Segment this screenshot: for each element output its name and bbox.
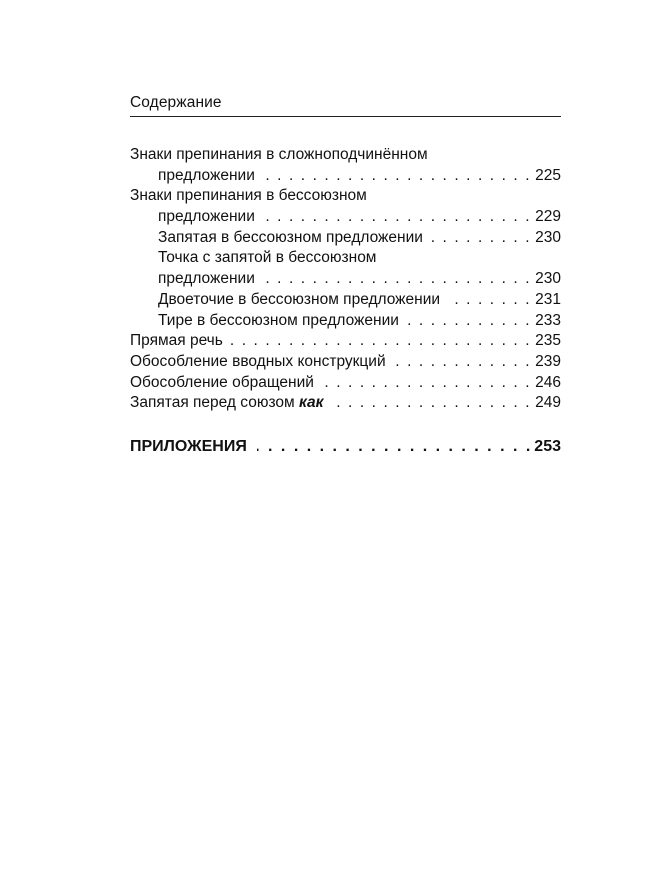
- toc-entry-title-group: [130, 393, 324, 414]
- toc-page: [130, 93, 561, 457]
- toc-entry[interactable]: [130, 311, 561, 332]
- toc-page-number: 225: [535, 166, 561, 184]
- toc-entry-title: Двоеточие в бессоюзном предложении: [158, 290, 441, 308]
- dot-leader: [263, 207, 531, 228]
- toc-page-number: 246: [535, 373, 561, 391]
- toc-entry-title: предложении: [158, 166, 255, 184]
- dot-leader: [394, 352, 532, 373]
- toc-entry-title: предложении: [158, 208, 255, 226]
- toc-entry-title: Запятая в бессоюзном предложении: [158, 228, 423, 246]
- toc-entry-line: [130, 186, 561, 207]
- toc-entry-title: Знаки препинания в сложноподчинённом: [130, 146, 428, 163]
- toc-entry[interactable]: [130, 166, 561, 187]
- toc-entry[interactable]: [130, 393, 561, 414]
- dot-leader: [263, 269, 531, 290]
- toc-entry-title: Знаки препинания в бессоюзном: [130, 187, 367, 205]
- dot-leader: [332, 393, 532, 414]
- dot-leader: [231, 331, 531, 352]
- toc-page-number: 230: [535, 270, 561, 288]
- table-of-contents: [130, 145, 561, 457]
- toc-page-number: 229: [535, 208, 561, 226]
- toc-entry-title: Запятая перед союзом: [130, 394, 295, 412]
- toc-entry-title: Точка с запятой в бессоюзном: [158, 249, 377, 267]
- dot-leader: [431, 228, 531, 249]
- toc-entry-title: Прямая речь: [130, 332, 223, 350]
- toc-entry-line: [130, 145, 561, 166]
- toc-entry[interactable]: [130, 373, 561, 394]
- toc-entry[interactable]: [130, 269, 561, 290]
- dot-leader: [257, 436, 532, 457]
- toc-page-number: 230: [535, 228, 561, 246]
- toc-entry[interactable]: [130, 228, 561, 249]
- toc-entry-line: [130, 248, 561, 269]
- toc-page-number: 239: [535, 352, 561, 370]
- toc-entry[interactable]: [130, 352, 561, 373]
- toc-page-number: 253: [534, 437, 561, 455]
- toc-page-number: 235: [535, 332, 561, 350]
- dot-leader: [322, 373, 531, 394]
- toc-entry-title: Обособление вводных конструкций: [130, 352, 386, 370]
- dot-leader: [407, 311, 531, 332]
- toc-entry-title: Тире в бессоюзном предложении: [158, 311, 399, 329]
- running-head: Содержание: [130, 93, 561, 117]
- toc-entry-title: Обособление обращений: [130, 373, 314, 391]
- dot-leader: [448, 290, 531, 311]
- toc-page-number: 233: [535, 311, 561, 329]
- toc-appendix[interactable]: [130, 436, 561, 457]
- toc-entry[interactable]: [130, 207, 561, 228]
- toc-page-number: 249: [535, 394, 561, 412]
- toc-entry[interactable]: [130, 290, 561, 311]
- toc-entry-title: предложении: [158, 270, 255, 288]
- dot-leader: [263, 166, 531, 187]
- toc-entry[interactable]: [130, 331, 561, 352]
- toc-page-number: 231: [535, 290, 561, 308]
- toc-entry-keyword: как: [298, 394, 324, 412]
- toc-appendix-title: ПРИЛОЖЕНИЯ: [130, 437, 247, 455]
